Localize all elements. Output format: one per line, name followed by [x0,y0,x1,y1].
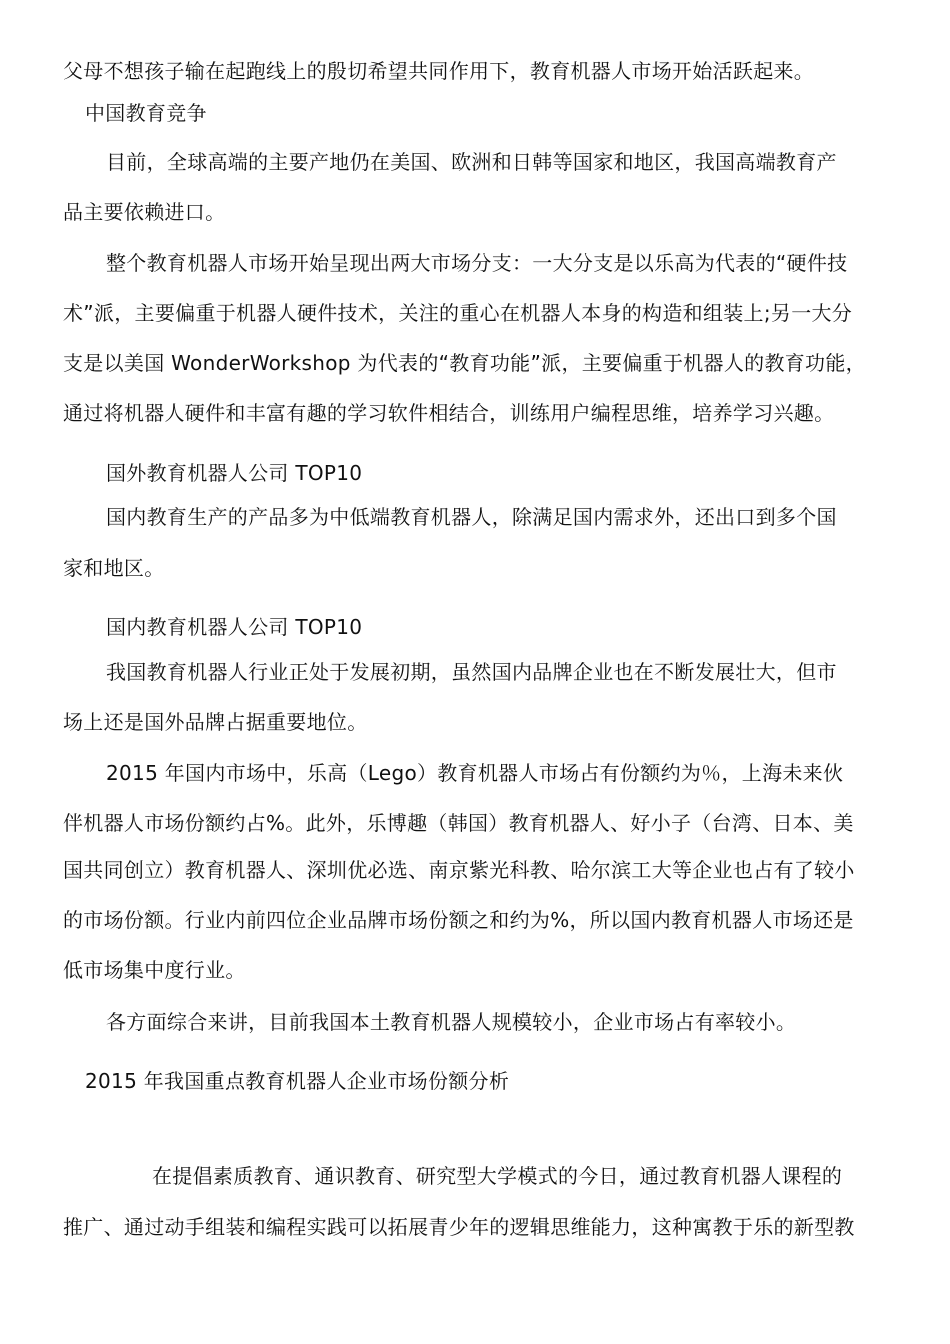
paragraph-line: 场上还是国外品牌占据重要地位。 [63,710,368,734]
paragraph-line: 支是以美国 WonderWorkshop 为代表的“教育功能”派，主要偏重于机器人的教育功能， [63,351,866,375]
section-heading-market-share-analysis: 2015 年我国重点教育机器人企业市场份额分析 [85,1069,510,1093]
section-heading-domestic-top10: 国内教育机器人公司 TOP10 [106,615,363,639]
section-heading-china-education-competition: 中国教育竞争 [85,101,207,125]
paragraph-line: 目前，全球高端的主要产地仍在美国、欧洲和日韩等国家和地区，我国高端教育产 [106,150,837,174]
paragraph-line: 整个教育机器人市场开始呈现出两大市场分支：一大分支是以乐高为代表的“硬件技 [106,251,848,275]
paragraph-line: 我国教育机器人行业正处于发展初期，虽然国内品牌企业也在不断发展壮大，但市 [106,660,837,684]
paragraph-line: 通过将机器人硬件和丰富有趣的学习软件相结合，训练用户编程思维，培养学习兴趣。 [63,401,835,425]
paragraph-line: 低市场集中度行业。 [63,958,246,982]
paragraph-line: 推广、通过动手组装和编程实践可以拓展青少年的逻辑思维能力，这种寓教于乐的新型教 [63,1215,855,1239]
paragraph-line: 各方面综合来讲，目前我国本土教育机器人规模较小，企业市场占有率较小。 [106,1010,797,1034]
paragraph-line: 术”派，主要偏重于机器人硬件技术，关注的重心在机器人本身的构造和组装上;另一大分 [63,301,853,325]
paragraph-line: 家和地区。 [63,556,165,580]
paragraph-line: 伴机器人市场份额约占%。此外，乐博趣（韩国）教育机器人、好小子（台湾、日本、美 [63,811,854,835]
paragraph-line: 2015 年国内市场中，乐高（Lego）教育机器人市场占有份额约为％，上海未来伙 [106,761,844,785]
paragraph-line: 国内教育生产的产品多为中低端教育机器人，除满足国内需求外，还出口到多个国 [106,505,837,529]
section-heading-foreign-top10: 国外教育机器人公司 TOP10 [106,461,363,485]
paragraph-line: 在提倡素质教育、通识教育、研究型大学模式的今日，通过教育机器人课程的 [152,1164,843,1188]
paragraph-line: 国共同创立）教育机器人、深圳优必选、南京紫光科教、哈尔滨工大等企业也占有了较小 [63,858,855,882]
paragraph-line: 品主要依赖进口。 [63,200,226,224]
paragraph-line: 的市场份额。行业内前四位企业品牌市场份额之和约为%，所以国内教育机器人市场还是 [63,908,854,932]
paragraph-line: 父母不想孩子输在起跑线上的殷切希望共同作用下，教育机器人市场开始活跃起来。 [63,59,815,83]
